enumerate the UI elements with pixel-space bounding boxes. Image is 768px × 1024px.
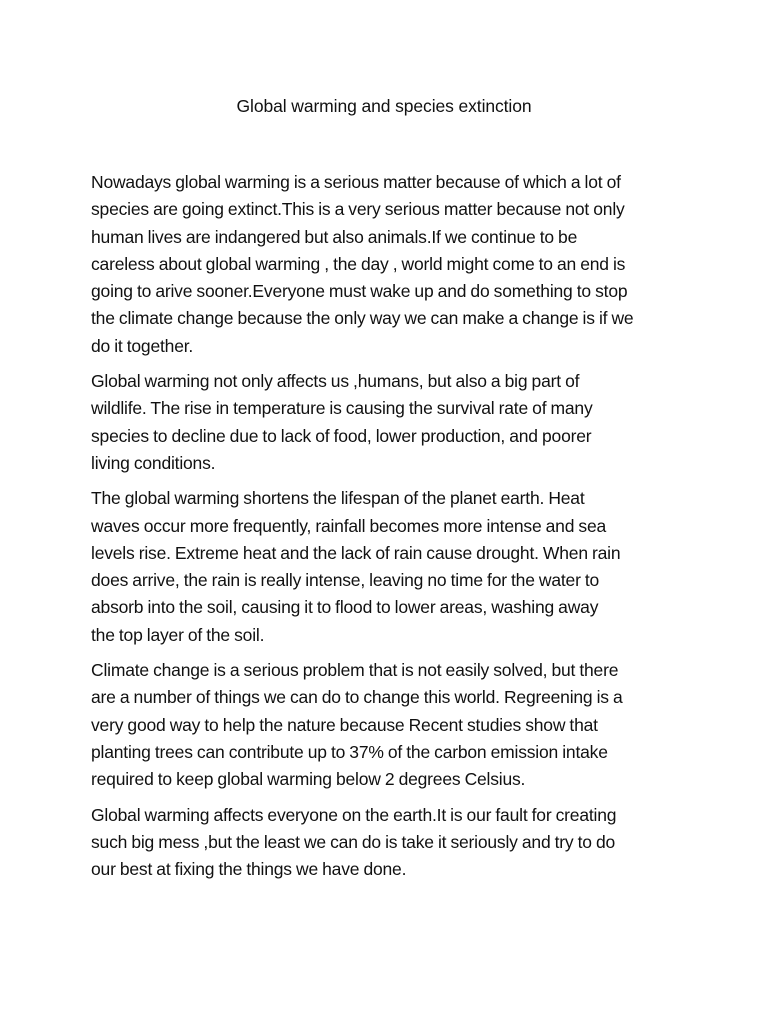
text-line: going to arive sooner.Everyone must wake up and do something to stop bbox=[91, 281, 628, 302]
text-line: planting trees can contribute up to 37% of the carbon emission intake bbox=[91, 741, 608, 762]
text-line: such big mess ,but the least we can do is take it seriously and try to do bbox=[91, 831, 616, 852]
text-line: Global warming not only affects us ,humans, but also a big part of bbox=[91, 371, 580, 392]
document-title: Global warming and species extinction bbox=[236, 96, 532, 116]
text-line: species to decline due to lack of food, lower production, and poorer bbox=[91, 425, 592, 446]
text-line: does arrive, the rain is really intense, leaving no time for the water to bbox=[91, 570, 600, 591]
text-line: do it together. bbox=[91, 335, 194, 356]
text-line: our best at fixing the things we have done. bbox=[91, 859, 407, 880]
text-line: very good way to help the nature because Recent studies show that bbox=[91, 714, 598, 735]
text-line: living conditions. bbox=[91, 452, 216, 473]
text-line: levels rise. Extreme heat and the lack of rain cause drought. When rain bbox=[91, 542, 621, 563]
text-line: the climate change because the only way we can make a change is if we bbox=[91, 308, 634, 329]
text-line: Climate change is a serious problem that is not easily solved, but there bbox=[91, 660, 619, 681]
text-line: species are going extinct.This is a very serious matter because not only bbox=[91, 199, 625, 220]
text-line: Nowadays global warming is a serious matter because of which a lot of bbox=[91, 172, 621, 192]
text-line: careless about global warming , the day , world might come to an end is bbox=[91, 253, 626, 274]
text-line: waves occur more frequently, rainfall becomes more intense and sea bbox=[91, 515, 607, 536]
paragraph-solutions bbox=[91, 657, 691, 793]
text-line: the top layer of the soil. bbox=[91, 624, 265, 645]
paragraph-wildlife bbox=[91, 368, 691, 477]
paragraph-conclusion bbox=[91, 802, 691, 884]
document-body bbox=[91, 169, 691, 891]
text-line: required to keep global warming below 2 degrees Celsius. bbox=[91, 769, 526, 790]
text-line: are a number of things we can do to change this world. Regreening is a bbox=[91, 687, 623, 708]
paragraph-intro bbox=[91, 169, 691, 360]
text-line: human lives are indangered but also animals.If we continue to be bbox=[91, 226, 578, 247]
text-line: The global warming shortens the lifespan of the planet earth. Heat bbox=[91, 488, 585, 509]
text-line: Global warming affects everyone on the earth.It is our fault for creating bbox=[91, 804, 617, 825]
paragraph-effects bbox=[91, 485, 691, 649]
text-line: wildlife. The rise in temperature is causing the survival rate of many bbox=[91, 398, 593, 419]
text-line: absorb into the soil, causing it to flood to lower areas, washing away bbox=[91, 597, 599, 618]
